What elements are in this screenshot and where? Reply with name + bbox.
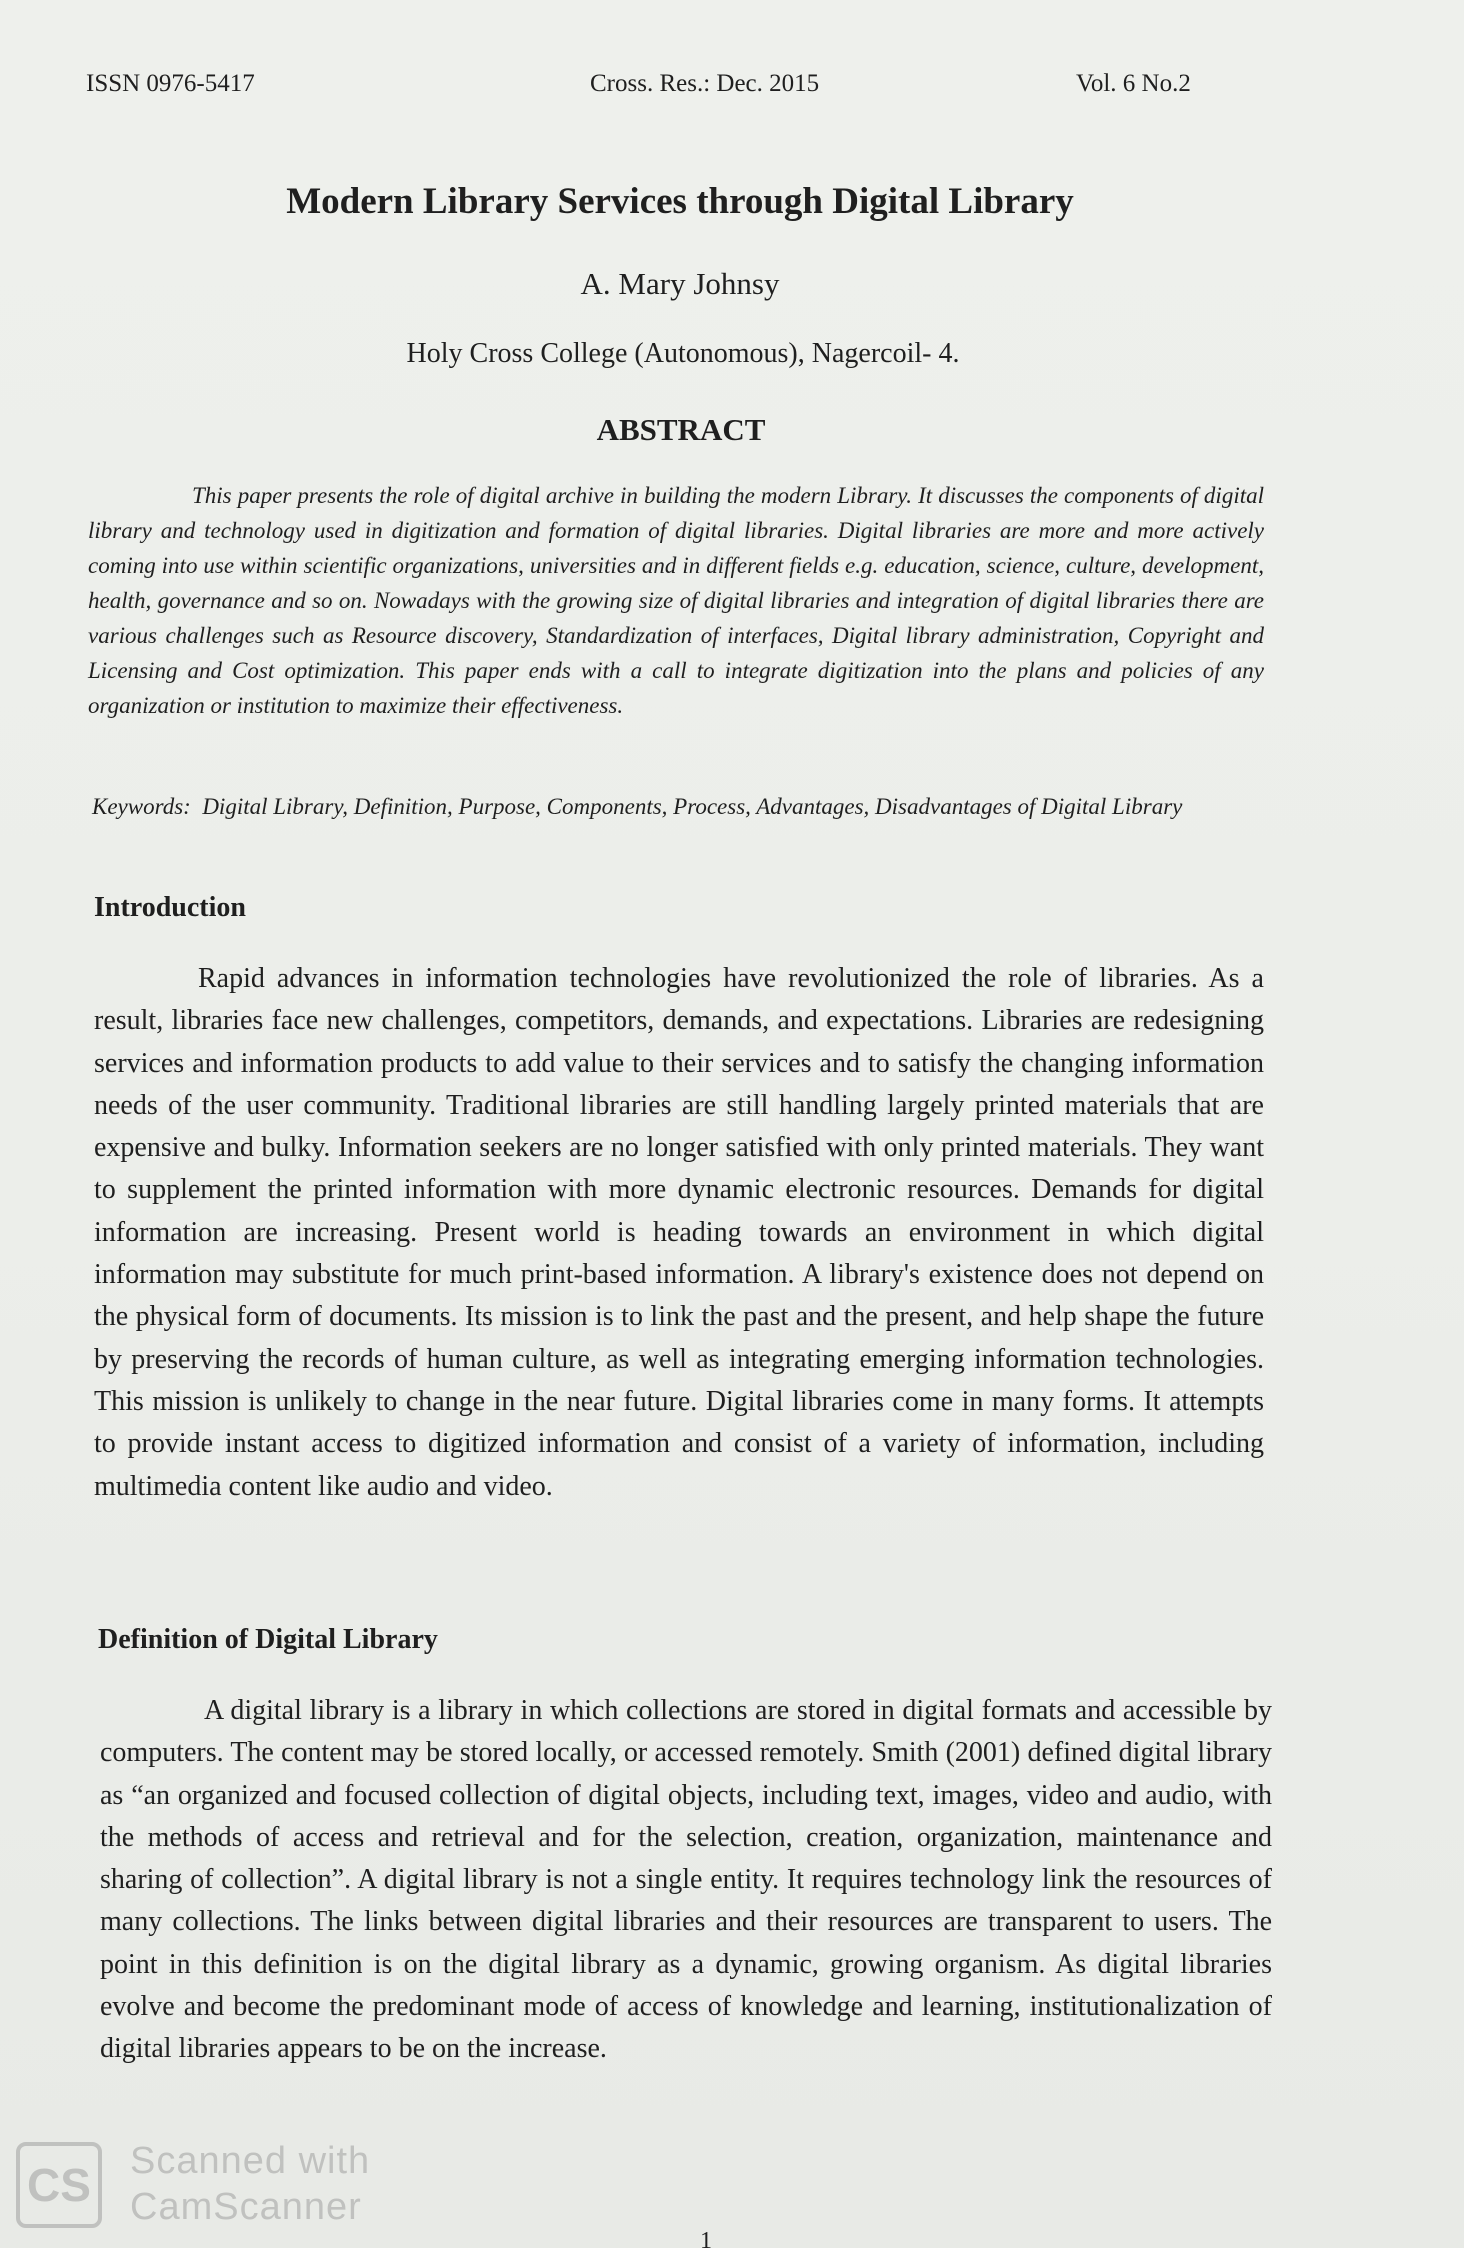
definition-paragraph: A digital library is a library in which collections are stored in digital formats and accessible by computers. The content may be stored locally, or accessed remotely. Smith (2001) defined digital library as “an organized and focused collection of digital objects, including text, images, video and audio, with the methods of access and retrieval and for the selection, creation, organization, maintenance and sharing of collection”. A digital library is not a single entity. It requires technology link the resources of many collections. The links between digital libraries and their resources are transparent to users. The point in this definition is on the digital library as a dynamic, growing organism. As digital libraries evolve and become the predominant mode of access of knowledge and learning, institutionalization of digital libraries appears to be on the increase. <box>100 1695 1272 2065</box>
paper-title: Modern Library Services through Digital Library <box>286 181 1074 222</box>
journal-issue: Cross. Res.: Dec. 2015 <box>590 70 820 97</box>
author-name: A. Mary Johnsy <box>580 266 780 301</box>
volume-number: Vol. 6 No.2 <box>1076 70 1191 97</box>
author-affiliation: Holy Cross College (Autonomous), Nagercoil- 4. <box>406 338 960 369</box>
camscanner-watermark <box>16 2138 416 2238</box>
introduction-paragraph: Rapid advances in information technologies have revolutionized the role of libraries. As a result, libraries face new challenges, competitors, demands, and expectations. Libraries are redesigning services and information products to add value to their services and to satisfy the changing information needs of the user community. Traditional libraries are still handling largely printed materials that are expensive and bulky. Information seekers are no longer satisfied with only printed materials. They want to supplement the printed information with more dynamic electronic resources. Demands for digital information are increasing. Present world is heading towards an environment in which digital information may substitute for much print-based information. A library's existence does not depend on the physical form of documents. Its mission is to link the past and the present, and help shape the future by preserving the records of human culture, as well as integrating emerging information technologies. This mission is unlikely to change in the near future. Digital libraries come in many forms. It attempts to provide instant access to digitized information and consist of a variety of information, including multimedia content like audio and video. <box>94 963 1264 1502</box>
running-head <box>86 70 1214 110</box>
page-number: 1 <box>700 2228 712 2248</box>
abstract-text: This paper presents the role of digital archive in building the modern Library. It discusses the components of digital library and technology used in digitization and formation of digital libraries. Digital libraries are more and more actively coming into use within scientific organizations, universities and in different fields e.g. education, science, culture, development, health, governance and so on. Nowadays with the growing size of digital libraries and integration of digital libraries there are various challenges such as Resource discovery, Standardization of interfaces, Digital library administration, Copyright and Licensing and Cost optimization. This paper ends with a call to integrate digitization into the plans and policies of any organization or institution to maximize their effectiveness. <box>88 483 1264 718</box>
keywords-text: Digital Library, Definition, Purpose, Components, Process, Advantages, Disadvantages of Digital Library <box>202 794 1183 819</box>
keywords <box>92 790 1212 823</box>
introduction-heading: Introduction <box>94 892 246 923</box>
watermark-line-2: CamScanner <box>130 2186 362 2228</box>
definition-heading: Definition of Digital Library <box>98 1624 438 1655</box>
watermark-line-1: Scanned with <box>130 2140 371 2182</box>
camscanner-logo-icon: CS <box>16 2142 102 2228</box>
issn-number: ISSN 0976-5417 <box>86 70 255 97</box>
watermark-text <box>130 2138 430 2230</box>
abstract-heading: ABSTRACT <box>596 412 766 447</box>
keywords-label: Keywords: <box>92 794 191 819</box>
